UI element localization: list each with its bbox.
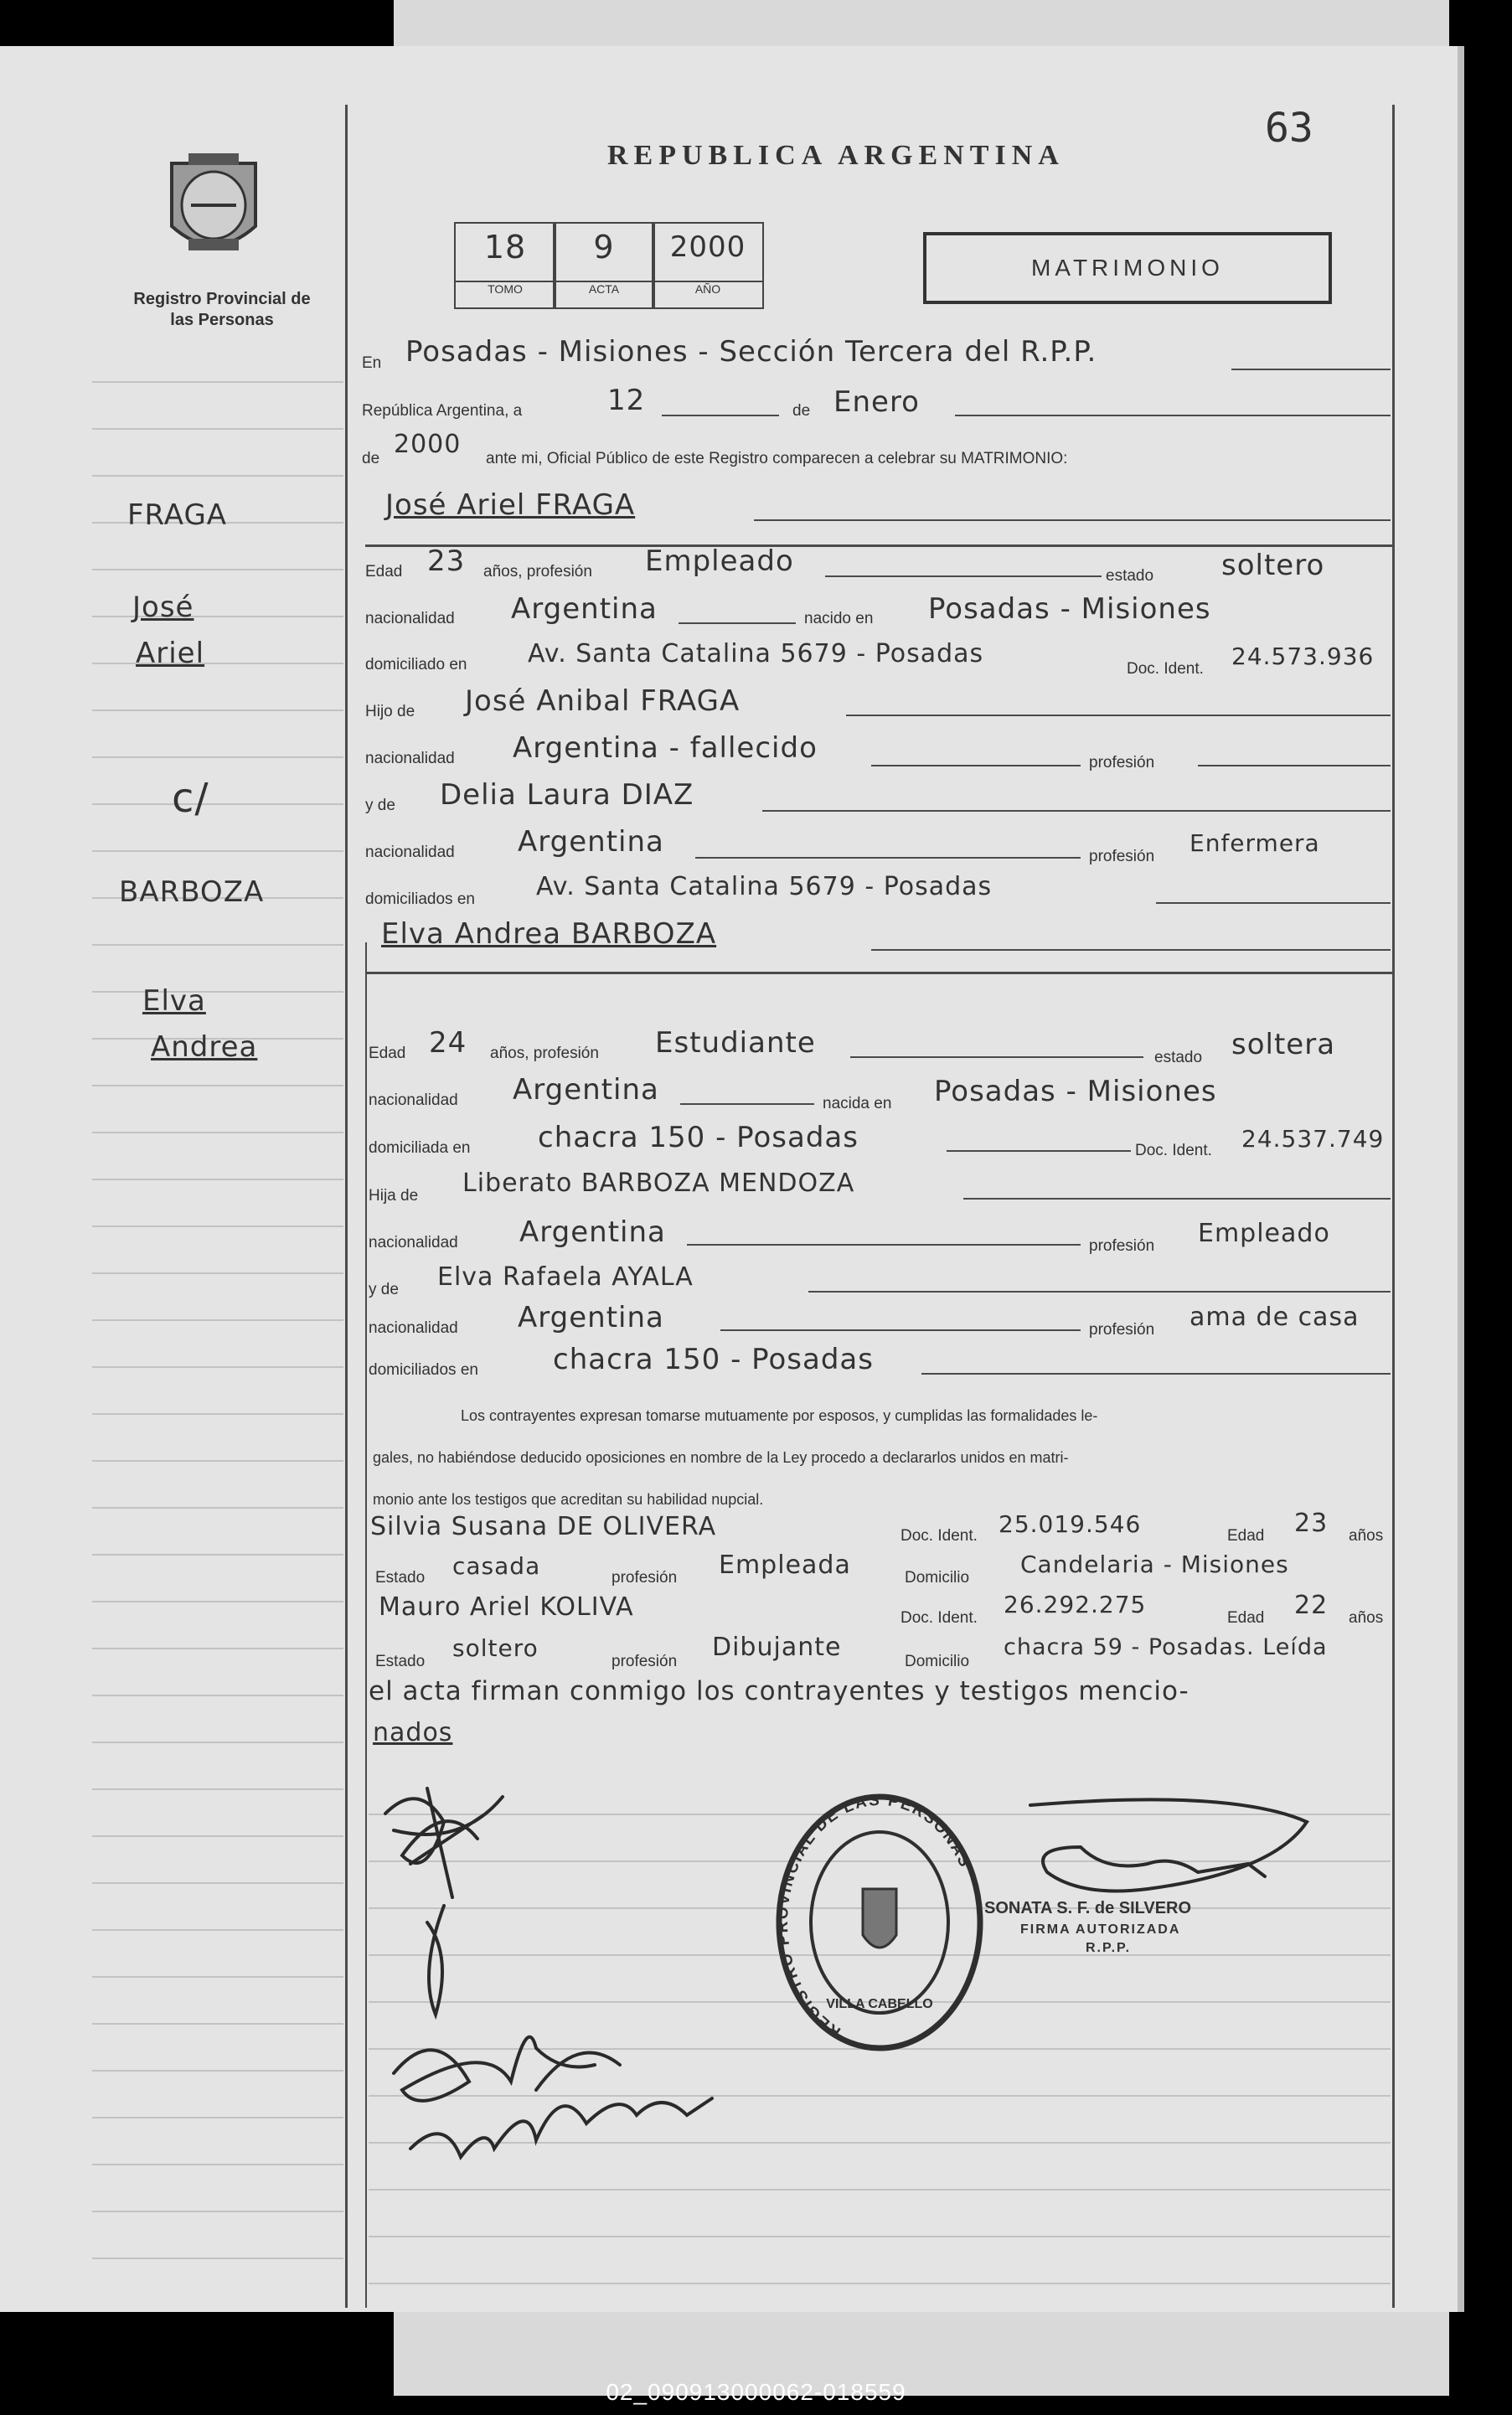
coat-of-arms-icon bbox=[159, 147, 268, 264]
margin-rule-line bbox=[92, 569, 343, 570]
margin-bride-given-2: Andrea bbox=[151, 1030, 258, 1064]
label-nacida-en: nacida en bbox=[823, 1095, 892, 1112]
margin-rule-line bbox=[92, 1976, 343, 1978]
closing-line-2: nados bbox=[373, 1718, 453, 1747]
groom-nationality: Argentina bbox=[511, 592, 658, 626]
body-rule-line bbox=[369, 2283, 1391, 2284]
margin-rule-line bbox=[92, 1601, 343, 1602]
ceremony-year: 2000 bbox=[394, 430, 462, 459]
margin-rule-line bbox=[92, 1695, 343, 1696]
label-doc-ident: Doc. Ident. bbox=[1135, 1142, 1212, 1159]
fill-line bbox=[846, 715, 1391, 716]
label-domicilio: Domicilio bbox=[905, 1569, 970, 1587]
tomo-label: TOMO bbox=[488, 282, 523, 296]
label-nacionalidad: nacionalidad bbox=[369, 1234, 458, 1251]
record-type-box: MATRIMONIO bbox=[923, 232, 1332, 304]
margin-rule-line bbox=[92, 2070, 343, 2072]
label-profesion: profesión bbox=[1089, 1237, 1155, 1255]
margin-rule-line bbox=[92, 2211, 343, 2212]
margin-rule-line bbox=[92, 1132, 343, 1133]
margin-rule-line bbox=[92, 1460, 343, 1462]
margin-rule-line bbox=[92, 2164, 343, 2165]
fill-line bbox=[695, 857, 1081, 859]
registry-stamp bbox=[771, 1788, 988, 2056]
ceremony-place: Posadas - Misiones - Sección Tercera del R.P.P. bbox=[405, 335, 1097, 369]
witness2-age: 22 bbox=[1294, 1591, 1329, 1620]
bride-father-nationality: Argentina bbox=[519, 1215, 666, 1249]
witness1-doc: 25.019.546 bbox=[999, 1510, 1142, 1538]
margin-rule-line bbox=[92, 1835, 343, 1837]
witness2-name: Mauro Ariel KOLIVA bbox=[379, 1592, 634, 1622]
fill-line bbox=[947, 1150, 1131, 1152]
label-domiciliada-en: domiciliada en bbox=[369, 1139, 471, 1157]
bride-father-profession: Empleado bbox=[1198, 1219, 1330, 1248]
ceremony-day: 12 bbox=[607, 384, 646, 417]
bride-age: 24 bbox=[429, 1026, 467, 1060]
fill-line bbox=[754, 519, 1391, 521]
label-profesion: profesión bbox=[1089, 848, 1155, 865]
margin-rule-line bbox=[92, 710, 343, 711]
label-hija-de: Hija de bbox=[369, 1187, 419, 1205]
label-profesion: profesión bbox=[1089, 754, 1155, 771]
label-doc-ident: Doc. Ident. bbox=[1127, 660, 1204, 678]
fill-line bbox=[762, 810, 1391, 812]
groom-profession: Empleado bbox=[645, 544, 794, 578]
margin-bride-given-1: Elva bbox=[142, 984, 206, 1018]
acta-label: ACTA bbox=[588, 282, 620, 296]
label-nacionalidad: nacionalidad bbox=[365, 610, 455, 627]
margin-rule-line bbox=[92, 1085, 343, 1086]
label-de-mes: de bbox=[792, 402, 811, 420]
label-estado: Estado bbox=[375, 1653, 426, 1670]
fill-line bbox=[679, 622, 796, 624]
label-domicilio: Domicilio bbox=[905, 1653, 970, 1670]
margin-rule-line bbox=[92, 1366, 343, 1368]
margin-rule-line bbox=[92, 1882, 343, 1884]
groom-father: José Anibal FRAGA bbox=[465, 684, 741, 718]
groom-mother-profession: Enfermera bbox=[1189, 829, 1320, 857]
label-anios-prof: años, profesión bbox=[483, 563, 592, 581]
register-page bbox=[0, 46, 1464, 2312]
label-nacionalidad: nacionalidad bbox=[369, 1319, 458, 1337]
anio-cell bbox=[652, 222, 764, 282]
margin-bride-surname: BARBOZA bbox=[119, 875, 265, 909]
witness1-address: Candelaria - Misiones bbox=[1020, 1551, 1289, 1578]
margin-groom-given-2: Ariel bbox=[136, 637, 205, 670]
bride-parents-address: chacra 150 - Posadas bbox=[553, 1343, 874, 1376]
margin-rule-line bbox=[92, 1929, 343, 1931]
fill-line bbox=[662, 415, 779, 416]
label-doc-ident: Doc. Ident. bbox=[900, 1609, 978, 1627]
label-anios-prof: años, profesión bbox=[490, 1045, 599, 1062]
label-compareceen: ante mi, Oficial Público de este Registro comparecen a celebrar su MATRIMONIO: bbox=[486, 450, 1068, 467]
bride-address: chacra 150 - Posadas bbox=[538, 1121, 859, 1154]
label-nacido-en: nacido en bbox=[804, 610, 874, 627]
margin-rule-line bbox=[92, 428, 343, 430]
label-edad: Edad bbox=[1227, 1609, 1265, 1627]
tomo-cell bbox=[454, 222, 556, 282]
fill-line bbox=[871, 765, 1081, 766]
fill-line bbox=[963, 1198, 1391, 1200]
margin-rule-line bbox=[92, 1788, 343, 1790]
official-signature bbox=[980, 1797, 1332, 1914]
acta-cell bbox=[553, 222, 655, 282]
label-estado: estado bbox=[1106, 567, 1154, 585]
label-nacionalidad: nacionalidad bbox=[365, 750, 455, 767]
bride-nationality: Argentina bbox=[513, 1073, 659, 1107]
margin-rule-line bbox=[92, 944, 343, 946]
fill-line bbox=[825, 575, 1102, 577]
label-domiciliados-en: domiciliados en bbox=[365, 890, 475, 908]
fill-line bbox=[720, 1329, 1081, 1331]
statement-line-2: gales, no habiéndose deducido oposiciones en nombre de la Ley procedo a declararlos unidos en matri- bbox=[373, 1449, 1069, 1466]
bride-mother: Elva Rafaela AYALA bbox=[437, 1262, 694, 1292]
margin-rule-line bbox=[92, 991, 343, 993]
bride-mother-profession: ama de casa bbox=[1189, 1303, 1360, 1332]
fill-line bbox=[871, 949, 1391, 951]
label-nacionalidad: nacionalidad bbox=[369, 1091, 458, 1109]
margin-rule-line bbox=[92, 381, 343, 383]
bride-father: Liberato BARBOZA MENDOZA bbox=[462, 1169, 855, 1198]
label-edad: Edad bbox=[369, 1045, 406, 1062]
label-de-anio: de bbox=[362, 450, 380, 467]
bride-born-in: Posadas - Misiones bbox=[934, 1075, 1217, 1108]
closing-line-1: el acta firman conmigo los contrayentes y testigos mencio- bbox=[369, 1676, 1189, 1706]
margin-groom-given-1: José bbox=[132, 591, 194, 624]
label-domiciliado-en: domiciliado en bbox=[365, 656, 467, 673]
fill-line bbox=[921, 1373, 1391, 1375]
label-doc-ident: Doc. Ident. bbox=[900, 1527, 978, 1545]
label-nacionalidad: nacionalidad bbox=[365, 844, 455, 861]
fill-line bbox=[1198, 765, 1391, 766]
page-number: 63 bbox=[1265, 105, 1313, 152]
witness1-age: 23 bbox=[1294, 1509, 1329, 1538]
official-title: FIRMA AUTORIZADA bbox=[1020, 1922, 1181, 1937]
bride-doc: 24.537.749 bbox=[1241, 1125, 1385, 1153]
left-border-line bbox=[345, 105, 348, 2308]
bride-mother-nationality: Argentina bbox=[518, 1301, 664, 1334]
margin-rule-line bbox=[92, 850, 343, 852]
margin-rule-line bbox=[92, 803, 343, 805]
inner-border-line bbox=[365, 942, 367, 2308]
tomo-label-cell bbox=[454, 281, 556, 309]
country-title: REPUBLICA ARGENTINA bbox=[607, 140, 1065, 171]
label-edad: Edad bbox=[1227, 1527, 1265, 1545]
official-name: SONATA S. F. de SILVERO bbox=[984, 1899, 1192, 1917]
margin-rule-line bbox=[92, 756, 343, 758]
fill-line bbox=[680, 1103, 814, 1105]
stamp-ring-text: REGISTRO PROVINCIAL DE LAS PERSONAS bbox=[773, 1791, 974, 2041]
signatures-handwritten bbox=[369, 1763, 754, 2199]
margin-rule-line bbox=[92, 2258, 343, 2259]
statement-line-1: Los contrayentes expresan tomarse mutuamente por esposos, y cumplidas las formalidades le- bbox=[461, 1407, 1098, 1424]
groom-mother-nationality: Argentina bbox=[518, 825, 664, 859]
bride-status: soltera bbox=[1231, 1028, 1336, 1061]
fill-line bbox=[1231, 369, 1391, 370]
label-profesion: profesión bbox=[612, 1569, 678, 1587]
label-y-de: y de bbox=[365, 797, 395, 814]
margin-rule-line bbox=[92, 1226, 343, 1227]
witness1-profession: Empleada bbox=[719, 1551, 851, 1580]
margin-groom-surname: FRAGA bbox=[127, 498, 228, 532]
official-office: R.P.P. bbox=[1086, 1941, 1132, 1955]
fill-line bbox=[850, 1056, 1143, 1058]
witness2-doc: 26.292.275 bbox=[1004, 1591, 1147, 1618]
anio-label: AÑO bbox=[694, 282, 721, 296]
margin-rule-line bbox=[92, 1272, 343, 1274]
witness1-status: casada bbox=[452, 1552, 541, 1580]
groom-doc: 24.573.936 bbox=[1231, 642, 1375, 670]
groom-name: José Ariel FRAGA bbox=[385, 488, 636, 522]
label-domiciliados-en: domiciliados en bbox=[369, 1361, 478, 1379]
image-id-caption: 02_090913000062-018559 bbox=[606, 2379, 906, 2405]
section-line bbox=[365, 972, 1392, 974]
margin-rule-line bbox=[92, 663, 343, 664]
margin-rule-line bbox=[92, 1554, 343, 1556]
ceremony-month: Enero bbox=[833, 385, 920, 419]
label-y-de: y de bbox=[369, 1281, 399, 1298]
witness2-address: chacra 59 - Posadas. Leída bbox=[1004, 1634, 1328, 1660]
label-republica: República Argentina, a bbox=[362, 402, 523, 420]
acta-value: 9 bbox=[593, 229, 615, 266]
witness1-name: Silvia Susana DE OLIVERA bbox=[370, 1512, 717, 1541]
groom-address: Av. Santa Catalina 5679 - Posadas bbox=[528, 639, 984, 668]
margin-conj: c/ bbox=[172, 775, 209, 822]
statement-line-3: monio ante los testigos que acreditan su habilidad nupcial. bbox=[373, 1491, 764, 1508]
bride-name: Elva Andrea BARBOZA bbox=[381, 917, 717, 951]
witness2-profession: Dibujante bbox=[712, 1633, 842, 1662]
groom-age: 23 bbox=[427, 544, 466, 578]
fill-line bbox=[1156, 902, 1391, 904]
label-profesion: profesión bbox=[1089, 1321, 1155, 1339]
anio-value: 2000 bbox=[669, 230, 746, 264]
margin-rule-line bbox=[92, 2023, 343, 2025]
body-rule-line bbox=[369, 2236, 1391, 2237]
label-profesion: profesión bbox=[612, 1653, 678, 1670]
margin-rule-line bbox=[92, 1742, 343, 1743]
groom-father-nationality: Argentina - fallecido bbox=[513, 731, 818, 765]
margin-rule-line bbox=[92, 1648, 343, 1649]
tomo-value: 18 bbox=[483, 229, 527, 266]
margin-rule-line bbox=[92, 1179, 343, 1180]
label-anios: años bbox=[1349, 1609, 1384, 1627]
label-en: En bbox=[362, 354, 382, 372]
fill-line bbox=[955, 415, 1391, 416]
right-border-line bbox=[1392, 105, 1395, 2308]
witness2-status: soltero bbox=[452, 1634, 539, 1662]
margin-rule-line bbox=[92, 1413, 343, 1415]
label-edad: Edad bbox=[365, 563, 403, 581]
groom-born-in: Posadas - Misiones bbox=[928, 592, 1211, 626]
margin-rule-line bbox=[92, 2117, 343, 2118]
anio-label-cell bbox=[652, 281, 764, 309]
groom-status: soltero bbox=[1221, 549, 1325, 582]
groom-parents-address: Av. Santa Catalina 5679 - Posadas bbox=[536, 872, 993, 901]
section-line bbox=[365, 544, 1392, 547]
margin-rule-line bbox=[92, 1507, 343, 1509]
label-anios: años bbox=[1349, 1527, 1384, 1545]
margin-rule-line bbox=[92, 616, 343, 617]
label-hijo-de: Hijo de bbox=[365, 703, 415, 720]
margin-rule-line bbox=[92, 475, 343, 477]
acta-label-cell bbox=[553, 281, 655, 309]
label-estado: estado bbox=[1154, 1049, 1203, 1066]
registry-name: Registro Provincial de las Personas bbox=[133, 290, 311, 329]
label-estado: Estado bbox=[375, 1569, 426, 1587]
fill-line bbox=[808, 1291, 1391, 1293]
groom-mother: Delia Laura DIAZ bbox=[440, 778, 694, 812]
bride-profession: Estudiante bbox=[655, 1026, 816, 1060]
fill-line bbox=[687, 1244, 1081, 1246]
stamp-bottom-text: VILLA CABELLO bbox=[826, 1997, 933, 2011]
margin-rule-line bbox=[92, 1319, 343, 1321]
